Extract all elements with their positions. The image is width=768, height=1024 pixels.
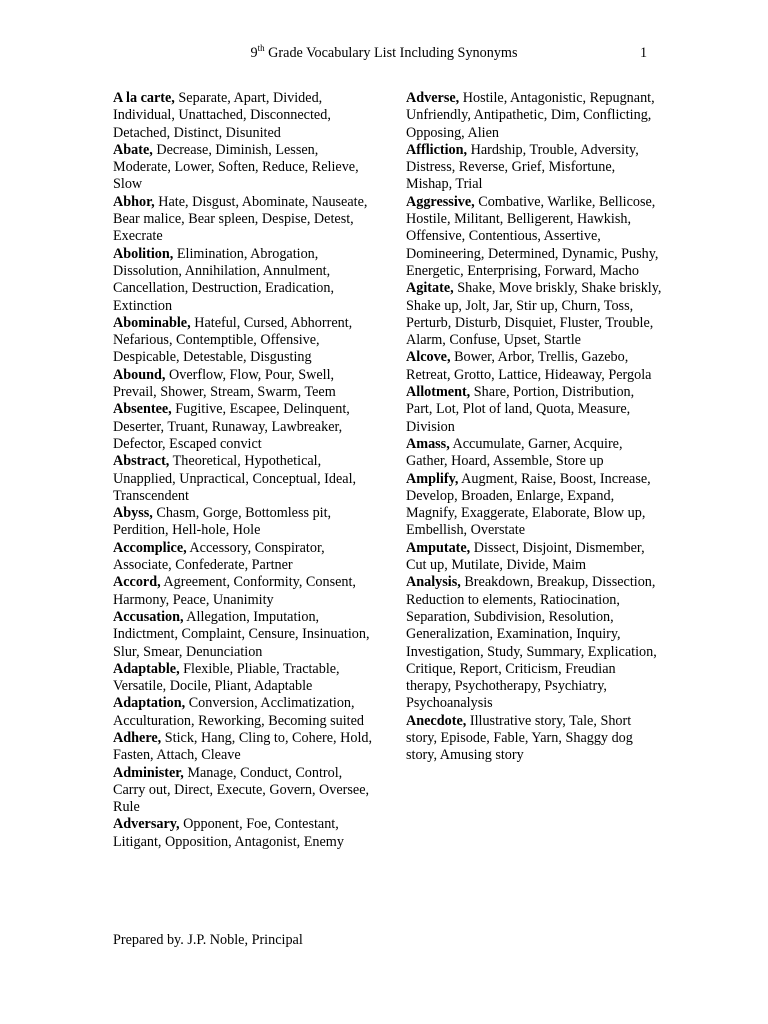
vocabulary-entry [113, 194, 375, 246]
vocabulary-entry [113, 90, 375, 142]
vocabulary-term: Abstract, [113, 453, 170, 470]
vocabulary-term: Accusation, [113, 608, 184, 625]
vocabulary-term: Alcove, [406, 349, 451, 366]
page-number: 1 [640, 45, 648, 61]
vocabulary-entry [406, 384, 664, 436]
vocabulary-entry [113, 695, 375, 730]
vocabulary-term: Affliction, [406, 141, 468, 158]
vocabulary-entry [113, 315, 375, 367]
vocabulary-entry [113, 246, 375, 315]
vocabulary-term: Adhere, [113, 729, 162, 746]
synonym-list: Hateful, Cursed, Abhorrent, Nefarious, Contemptible, Offensive, Despicable, Detestable, Disgusting [113, 314, 353, 366]
synonym-list: Chasm, Gorge, Bottomless pit, Perdition, Hell-hole, Hole [113, 505, 332, 539]
vocabulary-term: Abate, [113, 141, 153, 158]
synonym-list: Hardship, Trouble, Adversity, Distress, Reverse, Grief, Misfortune, Mishap, Trial [406, 141, 639, 193]
vocabulary-term: Amplify, [406, 470, 459, 487]
vocabulary-term: Abominable, [113, 314, 191, 331]
synonym-list: Augment, Raise, Boost, Increase, Develop, Broaden, Enlarge, Expand, Magnify, Exaggerate, Elaborate, Blow up, Embellish, Overstate [406, 470, 651, 539]
vocabulary-entry [406, 574, 664, 712]
vocabulary-term: Accord, [113, 574, 161, 591]
vocabulary-entry [406, 349, 664, 384]
synonym-list: Illustrative story, Tale, Short story, Episode, Fable, Yarn, Shaggy dog story, Amusing story [406, 712, 633, 764]
synonym-list: Share, Portion, Distribution, Part, Lot, Plot of land, Quota, Measure, Division [406, 384, 635, 435]
synonym-list: Hate, Disgust, Abominate, Nauseate, Bear malice, Bear spleen, Despise, Detest, Execrate [113, 193, 368, 245]
vocabulary-term: Amass, [406, 435, 450, 452]
synonym-list: Accessory, Conspirator, Associate, Confederate, Partner [113, 539, 325, 574]
synonym-list: Allegation, Imputation, Indictment, Complaint, Censure, Insinuation, Slur, Smear, Denunciation [113, 608, 370, 660]
vocabulary-entry [406, 471, 664, 540]
synonym-list: Manage, Conduct, Control, Carry out, Direct, Execute, Govern, Oversee, Rule [113, 764, 370, 816]
vocabulary-term: Adaptation, [113, 695, 186, 712]
vocabulary-term: Administer, [113, 764, 184, 781]
vocabulary-column-right [406, 90, 664, 765]
vocabulary-column-left [113, 90, 375, 851]
vocabulary-entry [113, 453, 375, 505]
vocabulary-term: Agitate, [406, 280, 454, 297]
title-grade-number: 9 [250, 45, 258, 61]
synonym-list: Decrease, Diminish, Lessen, Moderate, Lower, Soften, Reduce, Relieve, Slow [113, 141, 359, 193]
synonym-list: Fugitive, Escapee, Delinquent, Deserter, Truant, Runaway, Lawbreaker, Defector, Escaped convict [113, 401, 350, 452]
vocabulary-term: Abound, [113, 366, 166, 383]
synonym-list: Agreement, Conformity, Consent, Harmony, Peace, Unanimity [113, 574, 356, 608]
vocabulary-entry [406, 540, 664, 575]
vocabulary-entry [113, 816, 375, 851]
vocabulary-term: A la carte, [113, 90, 175, 106]
vocabulary-entry [113, 765, 375, 817]
synonym-list: Breakdown, Breakup, Dissection, Reduction to elements, Ratiocination, Separation, Subdivision, Resolution, Generalization, Examination, Inquiry, Investigation, Study, Summary, Explication, Critique, Report, Criticism, Freudian therapy, Psychotherapy, Psychiatry, Psychoanalysis [406, 574, 657, 712]
vocabulary-entry [113, 401, 375, 453]
synonym-list: Dissect, Disjoint, Dismember, Cut up, Mutilate, Divide, Maim [406, 539, 645, 574]
title-text: Grade Vocabulary List Including Synonyms [264, 45, 518, 61]
vocabulary-term: Analysis, [406, 574, 461, 591]
vocabulary-entry [406, 280, 664, 349]
vocabulary-entry [406, 142, 664, 194]
vocabulary-entry [406, 90, 664, 142]
vocabulary-term: Adversary, [113, 816, 180, 833]
vocabulary-term: Adaptable, [113, 660, 180, 677]
vocabulary-entry [113, 367, 375, 402]
synonym-list: Opponent, Foe, Contestant, Litigant, Opposition, Antagonist, Enemy [113, 816, 344, 850]
document-title [0, 44, 768, 62]
synonym-list: Accumulate, Garner, Acquire, Gather, Hoard, Assemble, Store up [406, 435, 623, 470]
synonym-list: Hostile, Antagonistic, Repugnant, Unfriendly, Antipathetic, Dim, Conflicting, Opposing, Alien [406, 90, 655, 141]
synonym-list: Overflow, Flow, Pour, Swell, Prevail, Shower, Stream, Swarm, Teem [113, 366, 336, 401]
synonym-list: Separate, Apart, Divided, Individual, Unattached, Disconnected, Detached, Distinct, Disunited [113, 90, 331, 141]
vocabulary-term: Amputate, [406, 539, 471, 556]
page-header [0, 44, 768, 64]
vocabulary-entry [113, 574, 375, 609]
vocabulary-term: Abhor, [113, 193, 155, 210]
synonym-list: Theoretical, Hypothetical, Unapplied, Unpractical, Conceptual, Ideal, Transcendent [113, 453, 357, 504]
synonym-list: Bower, Arbor, Trellis, Gazebo, Retreat, Grotto, Lattice, Hideaway, Pergola [406, 349, 652, 383]
vocabulary-entry [113, 505, 375, 540]
vocabulary-entry [113, 142, 375, 194]
synonym-list: Combative, Warlike, Bellicose, Hostile, Militant, Belligerent, Hawkish, Offensive, Contentious, Assertive, Domineering, Determined, Dynamic, Pushy, Energetic, Enterprising, Forward, Macho [406, 193, 659, 279]
synonym-list: Conversion, Acclimatization, Acculturation, Reworking, Becoming suited [113, 695, 364, 729]
synonym-list: Flexible, Pliable, Tractable, Versatile, Docile, Pliant, Adaptable [113, 660, 340, 695]
synonym-list: Stick, Hang, Cling to, Cohere, Hold, Fasten, Attach, Cleave [113, 729, 373, 764]
vocabulary-term: Anecdote, [406, 712, 467, 729]
vocabulary-term: Accomplice, [113, 539, 187, 556]
vocabulary-term: Abolition, [113, 245, 174, 262]
title-ordinal-suffix: th [257, 43, 265, 53]
vocabulary-term: Abyss, [113, 505, 153, 522]
vocabulary-entry [113, 609, 375, 661]
vocabulary-entry [406, 436, 664, 471]
synonym-list: Shake, Move briskly, Shake briskly, Shake up, Jolt, Jar, Stir up, Churn, Toss, Perturb, Disturb, Disquiet, Fluster, Trouble, Alarm, Confuse, Upset, Startle [406, 280, 662, 349]
vocabulary-entry [113, 540, 375, 575]
vocabulary-term: Absentee, [113, 401, 172, 418]
page-footer: Prepared by. J.P. Noble, Principal [113, 932, 303, 948]
vocabulary-entry [113, 730, 375, 765]
vocabulary-entry [113, 661, 375, 696]
vocabulary-entry [406, 194, 664, 280]
vocabulary-term: Allotment, [406, 384, 471, 401]
vocabulary-term: Aggressive, [406, 193, 475, 210]
vocabulary-entry [406, 713, 664, 765]
vocabulary-term: Adverse, [406, 90, 460, 106]
synonym-list: Elimination, Abrogation, Dissolution, Annihilation, Annulment, Cancellation, Destruction, Eradication, Extinction [113, 245, 335, 314]
